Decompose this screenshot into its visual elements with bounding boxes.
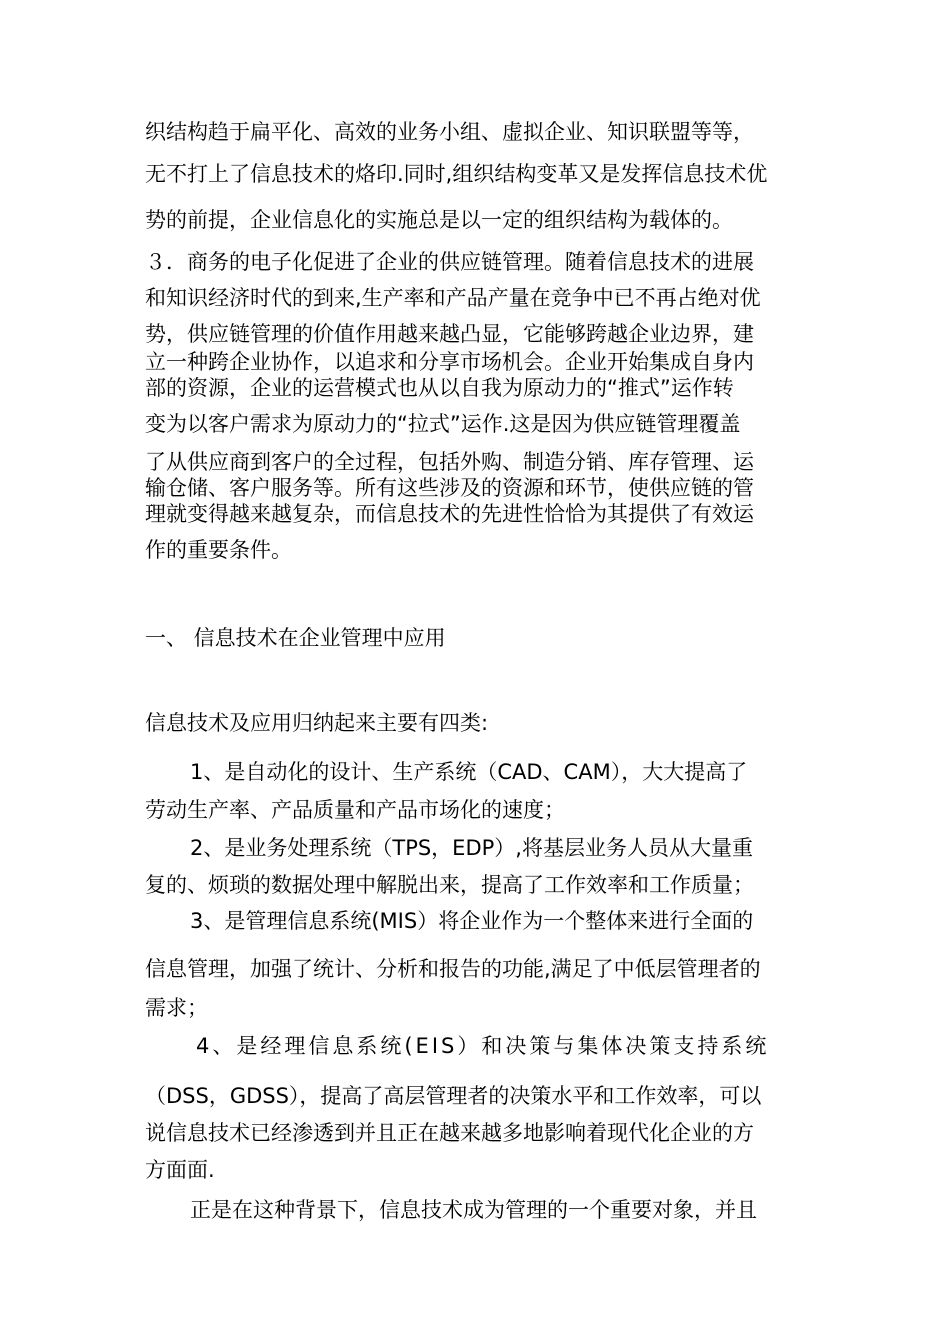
list-item-4-line-4: 方面面.	[145, 1158, 215, 1182]
list-item-3-line-1: 3、是管理信息系统(MIS）将企业作为一个整体来进行全面的	[190, 909, 754, 933]
paragraph-line-6: 势，供应链管理的价值作用越来越凸显，它能够跨越企业边界，建	[145, 322, 754, 346]
list-item-2-line-2: 复的、烦琐的数据处理中解脱出来，提高了工作效率和工作质量；	[145, 873, 754, 897]
list-item-4-line-1: 4、是经理信息系统(EIS）和决策与集体决策支持系统	[196, 1034, 770, 1058]
list-item-2-line-1: 2、是业务处理系统（TPS，EDP）,将基层业务人员从大量重	[190, 836, 753, 860]
list-item-3-line-2: 信息管理，加强了统计、分析和报告的功能,满足了中低层管理者的	[145, 957, 761, 981]
paragraph-line-1: 织结构趋于扁平化、高效的业务小组、虚拟企业、知识联盟等等，	[145, 120, 754, 144]
closing-paragraph-line: 正是在这种背景下，信息技术成为管理的一个重要对象，并且	[190, 1198, 757, 1222]
list-item-3-line-3: 需求；	[145, 996, 208, 1020]
paragraph-line-10: 了从供应商到客户的全过程，包括外购、制造分销、库存管理、运	[145, 450, 754, 474]
paragraph-line-2: 无不打上了信息技术的烙印.同时,组织结构变革又是发挥信息技术优	[145, 162, 768, 186]
list-item-1-line-2: 劳动生产率、产品质量和产品市场化的速度；	[145, 798, 565, 822]
list-item-1-line-1: 1、是自动化的设计、生产系统（CAD、CAM），大大提高了	[190, 760, 748, 784]
paragraph-line-4: ３．商务的电子化促进了企业的供应链管理。随着信息技术的进展	[145, 250, 754, 274]
list-item-4-line-2: （DSS，GDSS），提高了高层管理者的决策水平和工作效率，可以	[145, 1084, 762, 1108]
paragraph-line-12: 理就变得越来越复杂，而信息技术的先进性恰恰为其提供了有效运	[145, 502, 754, 526]
paragraph-line-8: 部的资源，企业的运营模式也从以自我为原动力的“推式”运作转	[145, 376, 734, 400]
section-heading: 一、 信息技术在企业管理中应用	[145, 626, 446, 650]
paragraph-line-11: 输仓储、客户服务等。所有这些涉及的资源和环节，使供应链的管	[145, 476, 754, 500]
paragraph-line-5: 和知识经济时代的到来,生产率和产品产量在竞争中已不再占绝对优	[145, 286, 761, 310]
paragraph-line-13: 作的重要条件。	[145, 538, 292, 562]
list-item-4-line-3: 说信息技术已经渗透到并且正在越来越多地影响着现代化企业的方	[145, 1121, 754, 1145]
paragraph-line-7: 立一种跨企业协作，以追求和分享市场机会。企业开始集成自身内	[145, 350, 754, 374]
intro-line: 信息技术及应用归纳起来主要有四类:	[145, 711, 489, 735]
paragraph-line-3: 势的前提，企业信息化的实施总是以一定的组织结构为载体的。	[145, 208, 733, 232]
paragraph-line-9: 变为以客户需求为原动力的“拉式”运作.这是因为供应链管理覆盖	[145, 412, 741, 436]
